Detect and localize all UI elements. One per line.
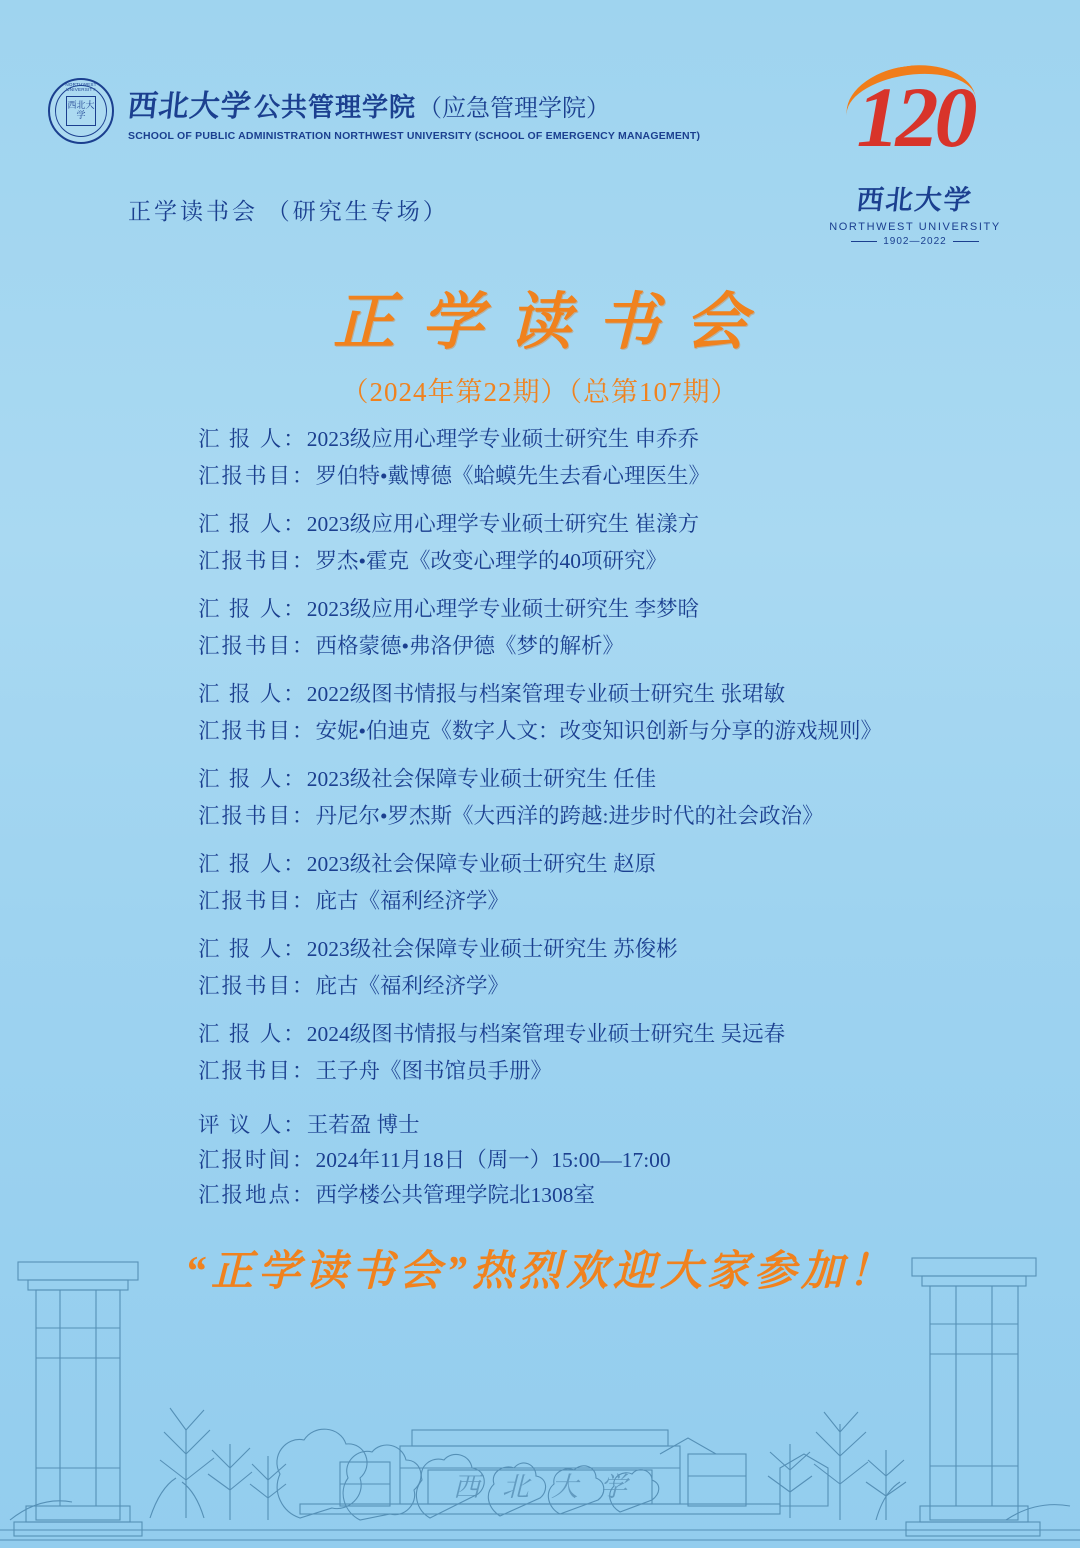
university-wordmark [125,81,701,142]
book-label: 汇报书目： [198,633,316,658]
program-list [198,424,1010,1213]
time-label: 汇报时间： [198,1148,316,1173]
university-seal-icon [48,78,114,144]
speaker-value: 2023级社会保障专业硕士研究生 赵原 [306,852,657,877]
book-label: 汇报书目： [198,1058,316,1083]
anniversary-mark [820,62,1010,182]
speaker-label: 汇 报 人： [198,682,307,707]
book-value: 王子舟《图书馆员手册》 [315,1058,553,1083]
seal-ring-text: NORTHWEST UNIVERSITY [65,82,97,92]
anniversary-emblem [820,62,1010,252]
list-item [198,934,1010,1001]
book-label: 汇报书目： [198,888,316,913]
list-item [198,1019,1010,1086]
book-value: 罗杰•霍克《改变心理学的40项研究》 [315,548,668,573]
speaker-label: 汇 报 人： [198,512,307,537]
book-value: 罗伯特•戴博德《蛤蟆先生去看心理医生》 [315,463,711,488]
gate-inscription: 西北大学 [453,1472,649,1502]
speaker-value: 2023级社会保障专业硕士研究生 任佳 [306,767,657,792]
speaker-label: 汇 报 人： [198,767,307,792]
place-value: 西学楼公共管理学院北1308室 [315,1182,596,1207]
speaker-value: 2023级应用心理学专业硕士研究生 崔漾方 [306,512,700,537]
list-item [198,509,1010,576]
speaker-label: 汇 报 人： [198,937,307,962]
issue-number: （2024年第22期）（总第107期） [341,377,739,407]
college-name-cn: 公共管理学院 [254,92,417,122]
book-label: 汇报书目： [198,463,316,488]
speaker-value: 2023级社会保障专业硕士研究生 苏俊彬 [306,937,678,962]
welcome-message: “正学读书会”热烈欢迎大家参加！ [184,1249,895,1295]
college-alt-name-cn: （应急管理学院） [418,95,611,122]
book-value: 丹尼尔•罗杰斯《大西洋的跨越:进步时代的社会政治》 [315,803,824,828]
list-item [198,849,1010,916]
page-title: 正学读书会 [332,289,773,357]
anniversary-university-en: NORTHWEST UNIVERSITY [829,221,1001,233]
book-value: 西格蒙德•弗洛伊德《梦的解析》 [315,633,625,658]
speaker-value: 2022级图书情报与档案管理专业硕士研究生 张珺敏 [306,682,786,707]
speaker-value: 2023级应用心理学专业硕士研究生 李梦晗 [306,597,700,622]
commentator-label: 评 议 人： [198,1113,307,1138]
book-label: 汇报书目： [198,718,316,743]
list-item [198,679,1010,746]
book-label: 汇报书目： [198,803,316,828]
anniversary-number: 120 [856,69,974,165]
university-name-cn: 西北大学 [125,89,254,123]
list-item [198,424,1010,491]
speaker-value: 2024级图书情报与档案管理专业硕士研究生 吴远春 [306,1022,786,1047]
book-label: 汇报书目： [198,548,316,573]
event-details [198,1108,1010,1212]
speaker-label: 汇 报 人： [198,597,307,622]
book-value: 庇古《福利经济学》 [315,888,510,913]
seal-core-text: 西北大学 [66,96,96,126]
anniversary-years: 1902—2022 [820,236,1010,247]
book-label: 汇报书目： [198,973,316,998]
speaker-label: 汇 报 人： [198,852,307,877]
college-name-en: SCHOOL OF PUBLIC ADMINISTRATION NORTHWEST UNIVERSITY (SCHOOL OF EMERGENCY MANAGEMENT) [128,129,701,142]
speaker-value: 2023级应用心理学专业硕士研究生 申乔乔 [306,427,700,451]
book-value: 庇古《福利经济学》 [315,973,510,998]
book-value: 安妮•伯迪克《数字人文：改变知识创新与分享的游戏规则》 [315,718,883,743]
time-value: 2024年11月18日（周一）15:00—17:00 [315,1148,671,1173]
speaker-label: 汇 报 人： [198,1022,307,1047]
series-subtitle: 正学读书会 （研究生专场） [128,199,449,224]
anniversary-university-cn: 西北大学 [855,185,975,215]
list-item [198,764,1010,831]
speaker-label: 汇 报 人： [198,427,307,451]
list-item [198,594,1010,661]
place-label: 汇报地点： [198,1182,316,1207]
commentator-value: 王若盈 博士 [306,1113,420,1138]
